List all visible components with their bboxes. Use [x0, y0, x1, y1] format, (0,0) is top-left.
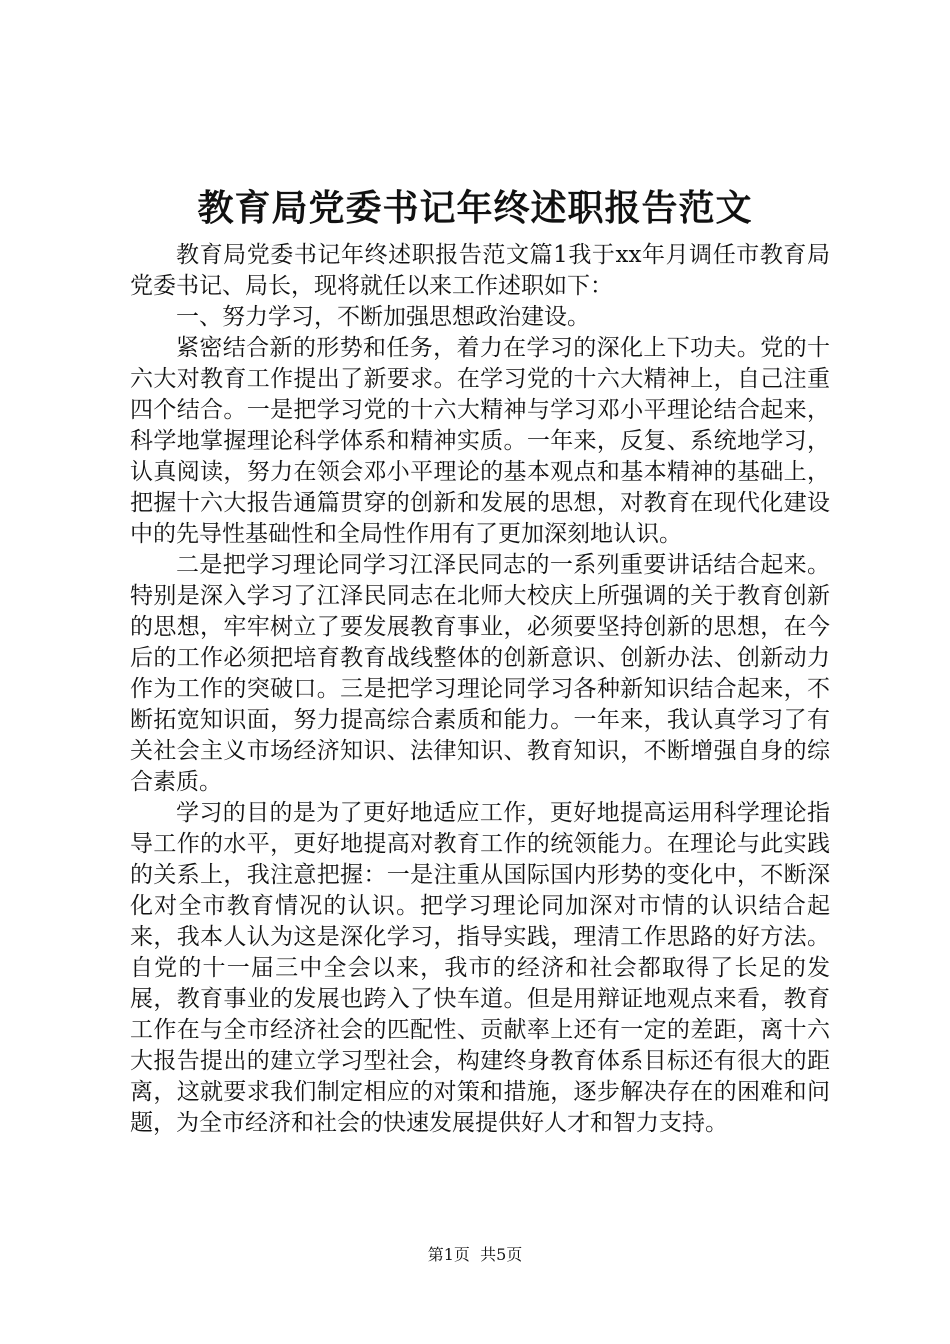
page-number: 第1页	[427, 1245, 470, 1264]
document-body	[130, 240, 830, 1139]
paragraph-intro: 教育局党委书记年终述职报告范文篇1我于xx年月调任市教育局党委书记、局长，现将就任以来工作述职如下：	[130, 242, 830, 299]
page-total: 共5页	[480, 1245, 523, 1264]
page-footer	[0, 1244, 950, 1266]
paragraph-study-purpose: 学习的目的是为了更好地适应工作，更好地提高运用科学理论指导工作的水平，更好地提高对教育工作的统领能力。在理论与此实践的关系上，我注意把握：一是注重从国际国内形势的变化中，不断深化对全市教育情况的认识。把学习理论同加深对市情的认识结合起来，我本人认为这是深化学习，指导实践，理清工作思路的好方法。自党的十一届三中全会以来，我市的经济和社会都取得了长足的发展，教育事业的发展也跨入了快车道。但是用辩证地观点来看，教育工作在与全市经济社会的匹配性、贡献率上还有一定的差距，离十六大报告提出的建立学习型社会，构建终身教育体系目标还有很大的距离，这就要求我们制定相应的对策和措施，逐步解决存在的困难和问题，为全市经济和社会的快速发展提供好人才和智力支持。	[130, 800, 830, 1136]
paragraph-section-heading: 一、努力学习，不断加强思想政治建设。	[176, 304, 590, 330]
paragraph-second-third-points: 二是把学习理论同学习江泽民同志的一系列重要讲话结合起来。特别是深入学习了江泽民同志在北师大校庆上所强调的关于教育创新的思想，牢牢树立了要发展教育事业，必须要坚持创新的思想，在今后的工作必须把培育教育战线整体的创新意识、创新办法、创新动力作为工作的突破口。三是把学习理论同学习各种新知识结合起来，不断拓宽知识面，努力提高综合素质和能力。一年来，我认真学习了有关社会主义市场经济知识、法律知识、教育知识，不断增强自身的综合素质。	[130, 552, 830, 795]
document-title: 教育局党委书记年终述职报告范文	[197, 187, 753, 229]
footer-separator	[470, 1245, 480, 1264]
paragraph-study-combination: 紧密结合新的形势和任务，着力在学习的深化上下功夫。党的十六大对教育工作提出了新要求。在学习党的十六大精神上，自己注重四个结合。一是把学习党的十六大精神与学习邓小平理论结合起来，科学地掌握理论科学体系和精神实质。一年来，反复、系统地学习，认真阅读，努力在领会邓小平理论的基本观点和基本精神的基础上，把握十六大报告通篇贯穿的创新和发展的思想，对教育在现代化建设中的先导性基础性和全局性作用有了更加深刻地认识。	[130, 335, 830, 547]
